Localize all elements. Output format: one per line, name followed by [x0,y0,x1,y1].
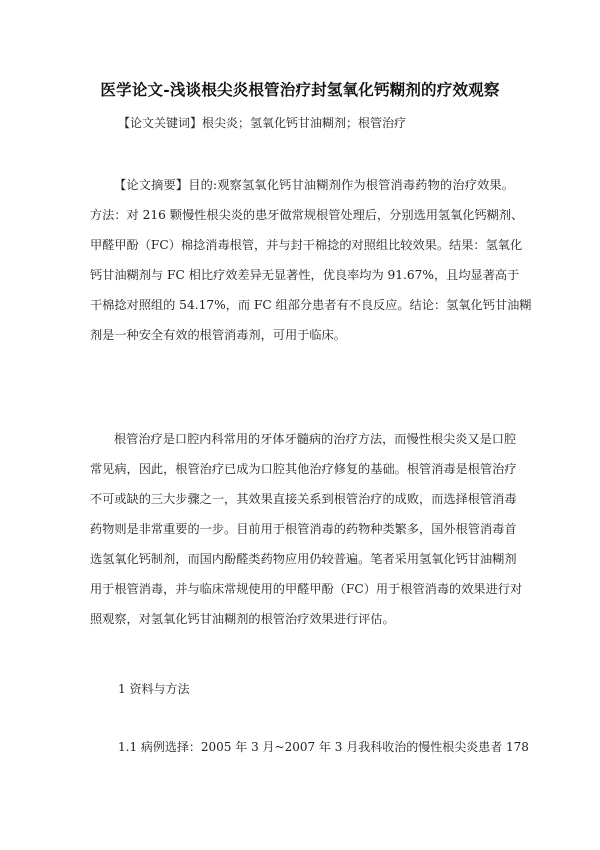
abstract-line: 钙甘油糊剂与 FC 相比疗效差异无显著性，优良率均为 91.67%，且均显著高于 [90,268,520,282]
keywords-line: 【论文关键词】根尖炎；氢氧化钙甘油糊剂；根管治疗 [118,116,407,130]
abstract-line: 方法：对 216 颗慢性根尖炎的患牙做常规根管处理后，分别选用氢氧化钙糊剂、 [90,208,524,222]
intro-line: 选氢氧化钙制剂，而国内酚醛类药物应用仍较普遍。笔者采用氢氧化钙甘油糊剂 [90,552,517,566]
section-heading: 1 资料与方法 [118,682,190,696]
case-selection-line: 1.1 病例选择：2005 年 3 月~2007 年 3 月我科收治的慢性根尖炎患者 178 [118,740,529,754]
intro-line: 用于根管消毒，并与临床常规使用的甲醛甲酚（FC）用于根管消毒的效果进行对 [90,582,523,596]
abstract-line: 甲醛甲酚（FC）棉捻消毒根管，并与封干棉捻的对照组比较效果。结果：氢氧化 [90,238,523,252]
abstract-line: 干棉捻对照组的 54.17%，而 FC 组部分患者有不良反应。结论：氢氧化钙甘油糊 [90,298,532,312]
intro-line: 药物则是非常重要的一步。目前用于根管消毒的药物种类繁多，国外根管消毒首 [90,522,517,536]
page-title: 医学论文-浅谈根尖炎根管治疗封氢氧化钙糊剂的疗效观察 [100,80,500,99]
abstract-line: 剂是一种安全有效的根管消毒剂，可用于临床。 [90,328,346,342]
intro-line: 常见病，因此，根管治疗已成为口腔其他治疗修复的基础。根管消毒是根管治疗 [90,462,517,476]
abstract-line: 【论文摘要】目的:观察氢氧化钙甘油糊剂作为根管消毒药物的治疗效果。 [114,178,514,192]
intro-line: 根管治疗是口腔内科常用的牙体牙髓病的治疗方法，而慢性根尖炎又是口腔 [114,432,517,446]
intro-paragraph [90,424,523,634]
intro-line: 不可或缺的三大步骤之一，其效果直接关系到根管治疗的成败，而选择根管消毒 [90,492,517,506]
intro-line: 照观察，对氢氧化钙甘油糊剂的根管治疗效果进行评估。 [90,612,395,626]
abstract-paragraph [90,170,532,350]
